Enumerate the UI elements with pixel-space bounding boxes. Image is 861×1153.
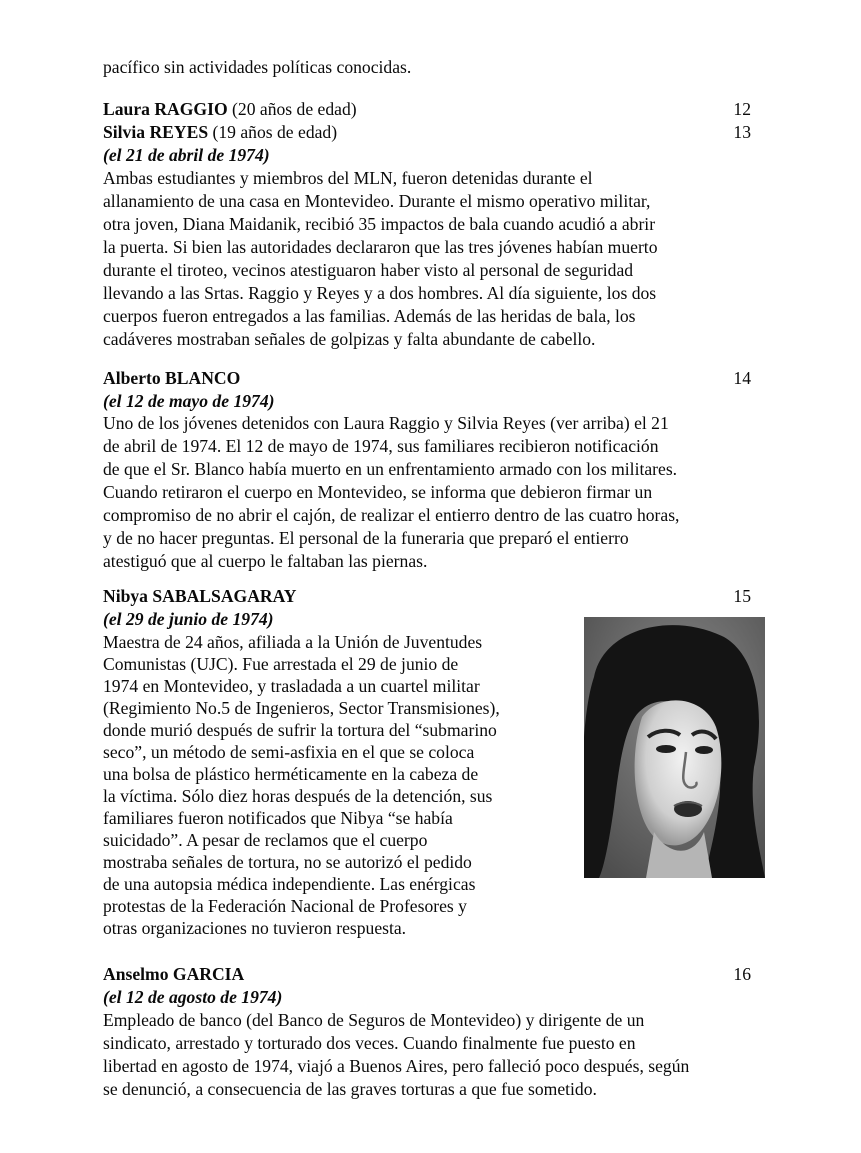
entry-date: (el 12 de agosto de 1974) xyxy=(103,987,283,1007)
body-line: durante el tiroteo, vecinos atestiguaron haber visto al personal de seguridad xyxy=(103,260,634,280)
body-line: de abril de 1974. El 12 de mayo de 1974, sus familiares recibieron notificación xyxy=(103,436,659,456)
body-line: se denunció, a consecuencia de las graves torturas a que fue sometido. xyxy=(103,1079,597,1099)
entry-heading xyxy=(103,367,240,389)
entry-heading xyxy=(103,98,357,120)
body-line: libertad en agosto de 1974, viajó a Buenos Aires, pero falleció poco después, según xyxy=(103,1056,690,1076)
body-line: la puerta. Si bien las autoridades declararon que las tres jóvenes habían muerto xyxy=(103,237,658,257)
body-line: atestiguó que al cuerpo le faltaban las piernas. xyxy=(103,551,428,571)
body-line: otras organizaciones no tuvieron respuesta. xyxy=(103,918,407,938)
body-line: cadáveres mostraban señales de golpizas y falta abundante de cabello. xyxy=(103,329,596,349)
body-line: cuerpos fueron entregados a las familias. Además de las heridas de bala, los xyxy=(103,306,636,326)
body-line: Uno de los jóvenes detenidos con Laura Raggio y Silvia Reyes (ver arriba) el 21 xyxy=(103,413,669,433)
body-line: allanamiento de una casa en Montevideo. Durante el mismo operativo militar, xyxy=(103,191,651,211)
body-line: (Regimiento No.5 de Ingenieros, Sector Transmisiones), xyxy=(103,698,500,718)
entry-heading xyxy=(103,963,244,985)
body-line: Empleado de banco (del Banco de Seguros de Montevideo) y dirigente de un xyxy=(103,1010,645,1030)
body-line: protestas de la Federación Nacional de Profesores y xyxy=(103,896,467,916)
person-name: Nibya SABALSAGARAY xyxy=(103,586,297,606)
person-age: (20 años de edad) xyxy=(227,99,357,119)
person-name: Alberto BLANCO xyxy=(103,368,241,388)
entry-number: 12 xyxy=(733,99,751,119)
body-line: una bolsa de plástico herméticamente en la cabeza de xyxy=(103,764,479,784)
body-line: suicidado”. A pesar de reclamos que el cuerpo xyxy=(103,830,428,850)
entry-heading xyxy=(103,585,296,607)
body-line: Ambas estudiantes y miembros del MLN, fueron detenidas durante el xyxy=(103,168,593,188)
body-line: y de no hacer preguntas. El personal de la funeraria que preparó el entierro xyxy=(103,528,629,548)
body-line: otra joven, Diana Maidanik, recibió 35 impactos de bala cuando acudió a abrir xyxy=(103,214,656,234)
entry-number: 15 xyxy=(733,586,751,606)
body-line: 1974 en Montevideo, y trasladada a un cuartel militar xyxy=(103,676,480,696)
intro-line: pacífico sin actividades políticas conocidas. xyxy=(103,57,412,77)
entry-number: 14 xyxy=(733,368,751,388)
body-line: de una autopsia médica independiente. Las enérgicas xyxy=(103,874,476,894)
entry-date: (el 12 de mayo de 1974) xyxy=(103,391,275,411)
entry-number: 16 xyxy=(733,964,751,984)
body-line: Comunistas (UJC). Fue arrestada el 29 de junio de xyxy=(103,654,459,674)
person-name: Laura RAGGIO xyxy=(103,99,228,119)
body-line: llevando a las Srtas. Raggio y Reyes y a dos hombres. Al día siguiente, los dos xyxy=(103,283,657,303)
body-line: seco”, un método de semi-asfixia en el que se coloca xyxy=(103,742,475,762)
body-line: compromiso de no abrir el cajón, de realizar el entierro dentro de las cuatro horas, xyxy=(103,505,680,525)
portrait-image xyxy=(584,617,765,878)
body-line: familiares fueron notificados que Nibya “se había xyxy=(103,808,453,828)
body-line: Cuando retiraron el cuerpo en Montevideo, se informa que debieron firmar un xyxy=(103,482,653,502)
entry-number: 13 xyxy=(733,122,751,142)
body-line: mostraba señales de tortura, no se autorizó el pedido xyxy=(103,852,472,872)
body-line: sindicato, arrestado y torturado dos veces. Cuando finalmente fue puesto en xyxy=(103,1033,636,1053)
person-age: (19 años de edad) xyxy=(208,122,338,142)
person-name: Anselmo GARCIA xyxy=(103,964,245,984)
body-line: de que el Sr. Blanco había muerto en un enfrentamiento armado con los militares. xyxy=(103,459,678,479)
body-line: Maestra de 24 años, afiliada a la Unión de Juventudes xyxy=(103,632,483,652)
body-line: la víctima. Sólo diez horas después de la detención, sus xyxy=(103,786,493,806)
entry-heading xyxy=(103,121,337,143)
body-line: donde murió después de sufrir la tortura del “submarino xyxy=(103,720,497,740)
entry-date: (el 29 de junio de 1974) xyxy=(103,609,274,629)
portrait-photo xyxy=(584,617,765,878)
person-name: Silvia REYES xyxy=(103,122,209,142)
entry-date: (el 21 de abril de 1974) xyxy=(103,145,270,165)
